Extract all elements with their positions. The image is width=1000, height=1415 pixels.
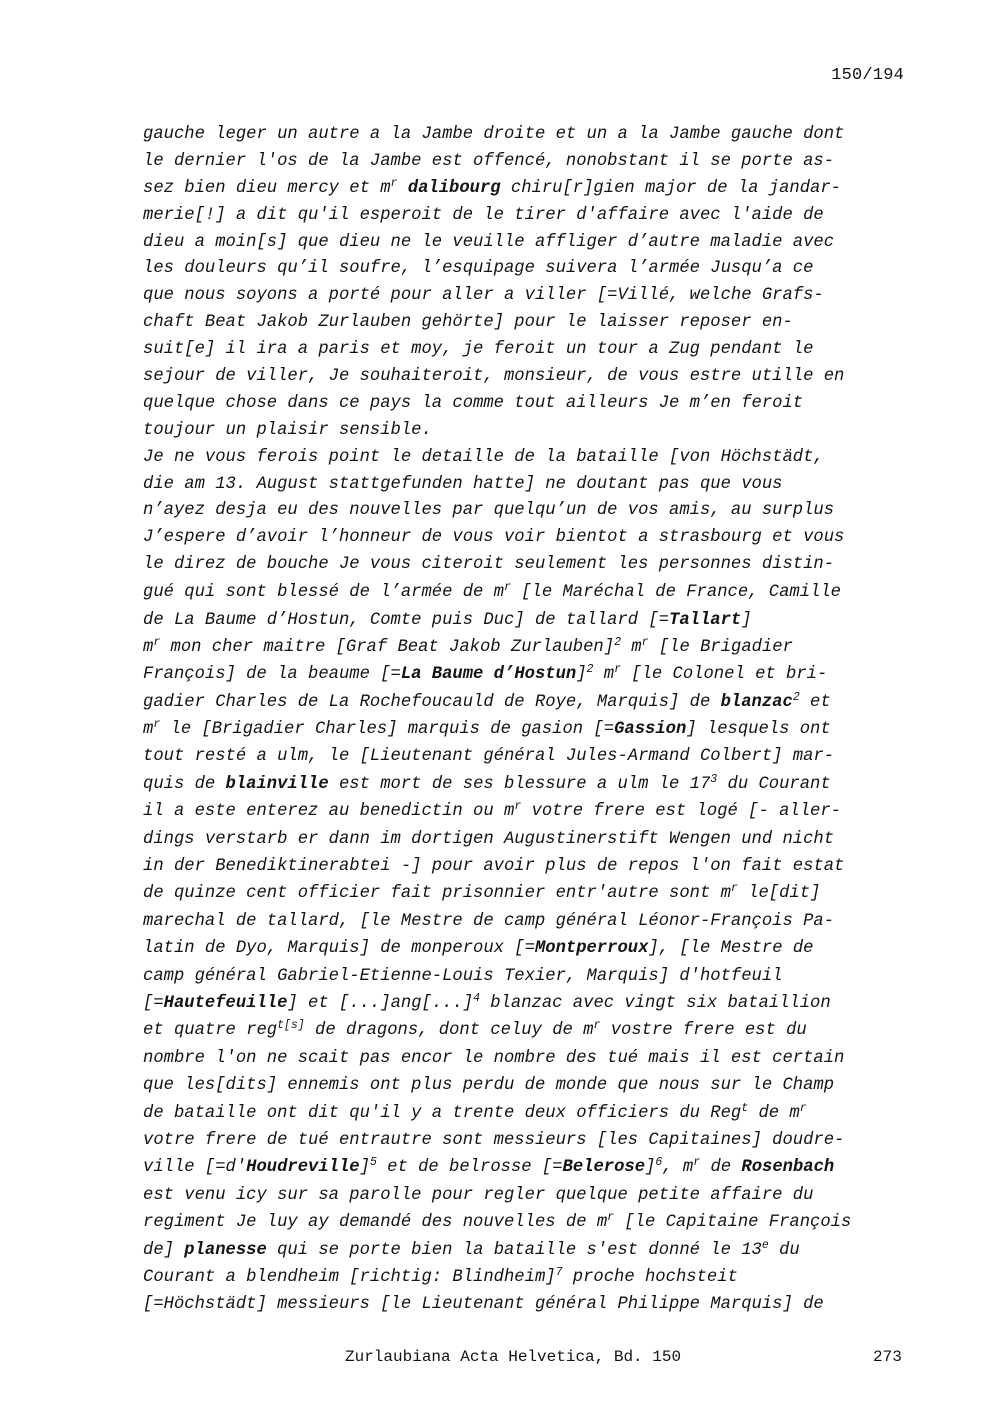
text-line: latin de Dyo, Marquis] de monperoux [=Montperroux], [le Mestre de (143, 939, 814, 959)
bold-name: Houdreville (246, 1158, 360, 1178)
bold-name: blanzac (720, 692, 793, 712)
text-line: quis de blainville est mort de ses blessure a ulm le $17^3$ du Courant (143, 772, 831, 794)
footnote-ref: 2 (586, 663, 594, 677)
superscript: r (153, 718, 161, 732)
text-line: regiment Je luy ay demandé des nouvelles de $m^r$ [le Capitaine François (143, 1211, 852, 1233)
text-line: ville [=d'Houdreville]$^5$ et de belrosse [=Belerose]$^6$, $m^r$ de Rosenbach (143, 1156, 835, 1178)
text-line: marechal de tallard, [le Mestre de camp général Léonor-François Pa- (143, 911, 835, 931)
superscript: t (741, 1101, 749, 1115)
superscript: r (514, 800, 522, 814)
footnote-ref: 4 (473, 992, 480, 1005)
bold-name: Hautefeuille (163, 994, 288, 1013)
text-line: $m^r$ le [Brigadier Charles] marquis de gasion [=Gassion] lesquels ont (143, 718, 831, 740)
bold-name: Rosenbach (741, 1158, 835, 1178)
text-line: n’ayez desja eu des nouvelles par quelqu’un de vos amis, au surplus (143, 501, 835, 521)
text-line: dieu a moin[s] que dieu ne le veuille affliger d’autre maladie avec (143, 232, 835, 252)
superscript: r (641, 635, 649, 649)
superscript: e (761, 1238, 769, 1252)
bold-name: Tallart (669, 610, 742, 630)
superscript: r (799, 1101, 807, 1115)
journal-title: Zurlaubiana Acta Helvetica, Bd. 150 (345, 1348, 682, 1366)
superscript: r (607, 1211, 615, 1225)
text-line: chaft Beat Jakob Zurlauben gehörte] pour le laisser reposer en- (143, 313, 793, 333)
text-line: le direz de bouche Je vous citeroit seulement les personnes distin- (143, 555, 835, 575)
text-line: sejour de viller, Je souhaiteroit, monsieur, de vous estre utille en (143, 367, 845, 387)
text-line: gué qui sont blessé de l’armée de $m^r$ [le Maréchal de France, Camille (143, 581, 841, 603)
text-line: de bataille ont dit qu'il y a trente deux officiers du Reg$^t$ de $m^r$ (143, 1101, 807, 1123)
text-line: est venu icy sur sa parolle pour regler quelque petite affaire du (143, 1185, 814, 1205)
text-line: [=Höchstädt] messieurs [le Lieutenant général Philippe Marquis] de (143, 1295, 824, 1315)
text-line: camp général Gabriel-Etienne-Louis Texier, Marquis] d'hotfeuil (143, 966, 783, 986)
text-line: [=Hautefeuille] et [...]ang[...]$^4$ blanzac avec vingt six bataillion (143, 992, 831, 1013)
text-line: gauche leger un autre a la Jambe droite et un a la Jambe gauche dont (143, 125, 845, 144)
page-counter: 150/194 (831, 66, 904, 85)
footnote-ref: 6 (655, 1156, 663, 1170)
folio-number: 273 (873, 1348, 902, 1366)
superscript: r (153, 635, 161, 649)
bold-name: planesse (184, 1240, 267, 1260)
text-line: in der Benediktinerabtei -] pour avoir plus de repos l'on fait estat (143, 857, 845, 877)
text-line: Courant a blendheim [richtig: Blindheim]$^7$ proche hochsteit (143, 1265, 738, 1287)
text-line: François] de la beaume [=La Baume d’Hostun]$^2$ $m^r$ [le Colonel et bri- (143, 663, 828, 685)
text-line: votre frere de tué entrautre sont messieurs [les Capitaines] doudre- (143, 1130, 845, 1150)
text-line: que nous soyons a porté pour aller a viller [=Villé, welche Grafs- (143, 286, 824, 306)
superscript: t[s] (277, 1019, 305, 1033)
bold-name: Belerose (562, 1158, 646, 1178)
bold-name: Gassion (614, 720, 687, 740)
text-line: die am 13. August stattgefunden hatte] ne doutant pas que vous (143, 474, 783, 494)
letter-transcription (143, 122, 913, 1319)
text-line: nombre l'on ne scait pas encor le nombre des tué mais il est certain (143, 1048, 845, 1068)
superscript: r (730, 882, 738, 896)
text-line: $m^r$ mon cher maitre [Graf Beat Jakob Zurlauben]$^2$ $m^r$ [le Brigadier (143, 635, 793, 657)
footnote-ref: 2 (614, 635, 621, 649)
text-line: tout resté a ulm, le [Lieutenant général Jules-Armand Colbert] mar- (143, 747, 835, 767)
bold-name: La Baume d’Hostun (400, 665, 577, 685)
bold-name: blainville (225, 774, 329, 794)
superscript: r (504, 581, 511, 595)
text-line: de quinze cent officier fait prisonnier entr'autre sont $m^r$ le[dit] (143, 882, 821, 904)
footnote-ref: 5 (369, 1156, 377, 1170)
text-line: Je ne vous ferois point le detaille de la bataille [von Höchstädt, (143, 447, 824, 467)
text-line: de La Baume d’Hostun, Comte puis Duc] de tallard [=Tallart] (143, 610, 752, 630)
text-line: sez bien dieu mercy et $m^r$ dalibourg chiru[r]gien major de la jandar- (143, 176, 841, 198)
bold-name: Montperroux (534, 939, 649, 959)
text-line: les douleurs qu’il soufre, l’esquipage suivera l’armée Jusqu’a ce (143, 259, 814, 279)
text-line: il a este enterez au benedictin ou $m^r$ votre frere est logé [- aller- (143, 800, 841, 822)
superscript: r (614, 663, 621, 677)
footnote-ref: 7 (555, 1265, 563, 1279)
text-line: de] planesse qui se porte bien la bataille s'est donné le 13e du (143, 1238, 800, 1260)
text-line: toujour un plaisir sensible. (143, 420, 432, 440)
superscript: r (390, 176, 398, 190)
bold-name: dalibourg (407, 178, 501, 198)
text-line: merie[!] a dit qu'il esperoit de le tirer d'affaire avec l'aide de (143, 205, 824, 225)
text-line: suit[e] il ira a paris et moy, je feroit un tour a Zug pendant le (143, 340, 814, 360)
superscript: r (593, 1019, 601, 1033)
superscript: r (693, 1156, 701, 1170)
footnote-ref: 2 (792, 690, 800, 704)
text-line: que les[dits] ennemis ont plus perdu de monde que nous sur le Champ (143, 1076, 835, 1096)
text-line: J’espere d’avoir l’honneur de vous voir bientot a strasbourg et vous (143, 528, 845, 548)
text-line: et quatre reg$^{t[s]}$ de dragons, dont celuy de $m^r$ vostre frere est du (143, 1019, 807, 1041)
text-line: gadier Charles de La Rochefoucauld de Roye, Marquis] de blanzac$^2$ et (143, 690, 831, 712)
text-line: quelque chose dans ce pays la comme tout ailleurs Je m’en feroit (143, 393, 804, 413)
text-line: dings verstarb er dann im dortigen Augustinerstift Wengen und nicht (143, 829, 835, 849)
text-line: le dernier l'os de la Jambe est offencé, nonobstant il se porte as- (143, 151, 835, 171)
footnote-ref: 3 (710, 772, 718, 786)
